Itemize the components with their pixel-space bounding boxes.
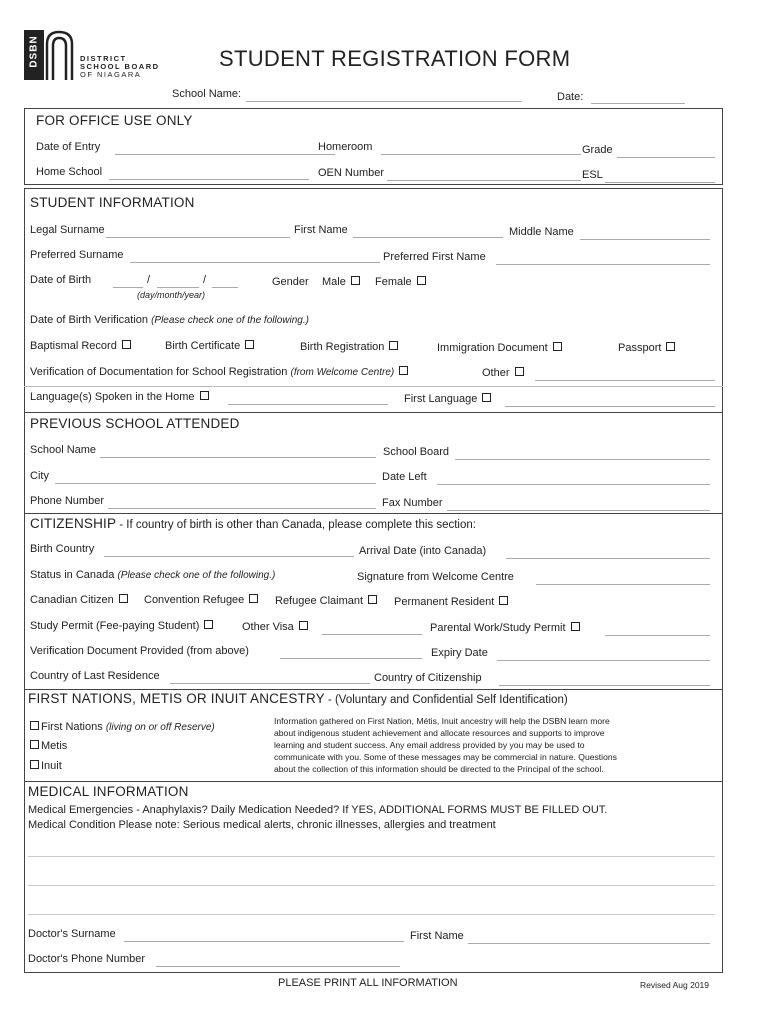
phone-number-field[interactable] <box>108 508 376 509</box>
signature-welcome-field[interactable] <box>536 584 710 585</box>
school-name-label: School Name: <box>172 88 242 100</box>
first-language-label: First Language <box>404 393 478 405</box>
gender-label: Gender <box>272 276 309 288</box>
first-name-label: First Name <box>294 224 348 236</box>
convention-refugee-label: Convention Refugee <box>144 594 245 606</box>
date-label: Date: <box>557 91 584 103</box>
doctor-surname-label: Doctor's Surname <box>28 928 116 940</box>
date-of-birth-label: Date of Birth <box>30 274 92 286</box>
first-language-option[interactable] <box>404 393 493 405</box>
dob-year-field[interactable] <box>212 287 238 288</box>
grade-label: Grade <box>582 144 613 156</box>
student-info-heading: STUDENT INFORMATION <box>30 195 195 210</box>
country-citizenship-label: Country of Citizenship <box>374 672 482 684</box>
birth-country-field[interactable] <box>104 556 354 557</box>
board-line-3: OF NIAGARA <box>80 70 142 79</box>
doctor-first-name-field[interactable] <box>468 943 710 944</box>
esl-label: ESL <box>582 169 603 181</box>
homeroom-field[interactable] <box>381 154 581 155</box>
phone-number-label: Phone Number <box>30 495 104 507</box>
study-permit-checkbox[interactable] <box>204 620 213 629</box>
dob-format-hint: (day/month/year) <box>137 290 206 300</box>
previous-school-heading: PREVIOUS SCHOOL ATTENDED <box>30 416 240 431</box>
other-visa-option[interactable] <box>242 621 310 633</box>
dob-month-field[interactable] <box>157 287 199 288</box>
oen-number-label: OEN Number <box>318 167 385 179</box>
preferred-first-name-label: Preferred First Name <box>383 251 486 263</box>
school-board-field[interactable] <box>455 459 710 460</box>
baptismal-record-label: Baptismal Record <box>30 340 117 352</box>
board-name <box>80 55 160 79</box>
dsbn-logo <box>24 30 74 82</box>
hr-citizenship <box>24 513 723 514</box>
doctor-first-name-label: First Name <box>410 930 464 942</box>
hr-fnmi <box>24 689 723 690</box>
fax-number-label: Fax Number <box>382 497 443 509</box>
refugee-claimant-checkbox[interactable] <box>368 595 377 604</box>
refugee-claimant-label: Refugee Claimant <box>275 595 364 607</box>
birth-country-label: Birth Country <box>30 543 95 555</box>
logo-arches-icon <box>45 30 75 80</box>
study-permit-option[interactable] <box>30 620 215 632</box>
first-language-field[interactable] <box>505 406 715 407</box>
office-use-heading: FOR OFFICE USE ONLY <box>36 113 193 128</box>
country-last-residence-field[interactable] <box>170 683 370 684</box>
permanent-resident-checkbox[interactable] <box>499 596 508 605</box>
first-nations-option[interactable]: First Nations (living on or off Reserve) <box>28 721 215 733</box>
country-citizenship-field[interactable] <box>499 685 710 686</box>
board-line-2: SCHOOL BOARD <box>80 62 160 71</box>
male-checkbox[interactable] <box>351 276 360 285</box>
preferred-surname-label: Preferred Surname <box>30 249 124 261</box>
languages-spoken-field[interactable] <box>228 404 388 405</box>
legal-surname-label: Legal Surname <box>30 224 105 236</box>
city-field[interactable] <box>55 483 376 484</box>
print-notice: PLEASE PRINT ALL INFORMATION <box>278 977 458 989</box>
home-school-label: Home School <box>36 166 103 178</box>
date-field[interactable] <box>591 103 685 104</box>
middle-name-field[interactable] <box>580 239 710 240</box>
convention-refugee-checkbox[interactable] <box>249 594 258 603</box>
languages-spoken-label: Language(s) Spoken in the Home <box>30 391 195 403</box>
parental-permit-checkbox[interactable] <box>571 622 580 631</box>
oen-number-field[interactable] <box>387 180 581 181</box>
grade-field[interactable] <box>617 157 715 158</box>
passport-label: Passport <box>618 342 662 354</box>
logo-text: DSBN <box>28 35 40 68</box>
dob-slash-2: / <box>203 274 207 286</box>
school-name-field[interactable] <box>246 101 522 102</box>
status-in-canada-label: Status in Canada (Please check one of the following.) <box>30 569 276 581</box>
female-option[interactable] <box>375 276 428 288</box>
prev-school-name-field[interactable] <box>100 457 376 458</box>
parental-permit-label: Parental Work/Study Permit <box>430 622 566 634</box>
canadian-citizen-option[interactable] <box>30 594 130 606</box>
revised-date: Revised Aug 2019 <box>640 980 709 990</box>
parental-permit-option[interactable] <box>430 622 582 634</box>
prev-school-name-label: School Name <box>30 444 97 456</box>
passport-option[interactable] <box>618 342 677 354</box>
other-visa-checkbox[interactable] <box>299 621 308 630</box>
male-option[interactable] <box>322 276 362 288</box>
fnmi-info-text: Information gathered on First Nation, Métis, Inuit ancestry will help the DSBN learn more about indigenous student achievement and allocate resources and supports to improve learning and student success. Any email address provided by you may be used to communicate with you. Some of these messages may be commercial in nature. Questions about the collection of this information should be directed to the Principal of the school. <box>274 716 617 774</box>
other-visa-field[interactable] <box>322 634 422 635</box>
country-last-residence-label: Country of Last Residence <box>30 670 160 682</box>
verification-provided-field[interactable] <box>280 658 422 659</box>
homeroom-label: Homeroom <box>318 141 373 153</box>
preferred-surname-field[interactable] <box>130 262 380 263</box>
form-title: STUDENT REGISTRATION FORM <box>219 46 571 71</box>
inuit-checkbox[interactable] <box>30 760 39 769</box>
immigration-document-label: Immigration Document <box>437 342 548 354</box>
hr-previous-school <box>24 412 723 413</box>
expiry-date-field[interactable] <box>497 660 710 661</box>
board-line-1: DISTRICT <box>80 54 127 63</box>
other-checkbox[interactable] <box>515 367 524 376</box>
refugee-claimant-option[interactable] <box>275 595 379 607</box>
fax-number-field[interactable] <box>447 510 710 511</box>
doctor-surname-field[interactable] <box>124 941 404 942</box>
languages-spoken-option[interactable] <box>30 391 211 403</box>
preferred-first-name-field[interactable] <box>496 264 710 265</box>
canadian-citizen-checkbox[interactable] <box>119 594 128 603</box>
male-label: Male <box>322 276 346 288</box>
medical-heading: MEDICAL INFORMATION <box>28 784 189 799</box>
passport-checkbox[interactable] <box>666 342 675 351</box>
metis-checkbox[interactable] <box>30 740 39 749</box>
study-permit-label: Study Permit (Fee-paying Student) <box>30 620 200 632</box>
other-field[interactable] <box>535 380 715 381</box>
first-name-field[interactable] <box>353 237 503 238</box>
baptismal-record-option[interactable] <box>30 340 133 352</box>
canadian-citizen-label: Canadian Citizen <box>30 594 114 606</box>
hr-medical <box>24 781 723 782</box>
dob-verification-label: Date of Birth Verification (Please check one of the following.) <box>30 314 309 326</box>
birth-registration-checkbox[interactable] <box>389 341 398 350</box>
citizenship-heading: CITIZENSHIP - If country of birth is other than Canada, please complete this section: <box>30 516 476 531</box>
languages-spoken-checkbox[interactable] <box>200 391 209 400</box>
date-left-field[interactable] <box>437 484 710 485</box>
doctor-phone-label: Doctor's Phone Number <box>28 953 146 965</box>
signature-welcome-label: Signature from Welcome Centre <box>357 571 514 583</box>
school-board-label: School Board <box>383 446 450 458</box>
date-of-entry-field[interactable] <box>115 154 335 155</box>
hr-languages <box>24 386 723 387</box>
metis-option[interactable]: Metis <box>28 740 67 752</box>
birth-certificate-label: Birth Certificate <box>165 340 241 352</box>
other-option[interactable] <box>482 367 526 379</box>
female-checkbox[interactable] <box>417 276 426 285</box>
office-use-box <box>24 108 723 185</box>
esl-field[interactable] <box>605 182 715 183</box>
arrival-date-label: Arrival Date (into Canada) <box>359 545 487 557</box>
parental-permit-field[interactable] <box>605 635 710 636</box>
medical-field-2[interactable] <box>28 885 715 886</box>
convention-refugee-option[interactable] <box>144 594 260 606</box>
birth-certificate-checkbox[interactable] <box>245 340 254 349</box>
dob-day-field[interactable] <box>113 287 143 288</box>
doctor-phone-field[interactable] <box>156 966 400 967</box>
arrival-date-field[interactable] <box>506 558 710 559</box>
birth-registration-label: Birth Registration <box>300 341 385 353</box>
other-label: Other <box>482 367 510 379</box>
first-nations-checkbox[interactable] <box>30 721 39 730</box>
medical-field-3[interactable] <box>28 914 715 915</box>
medical-line-1: Medical Emergencies - Anaphylaxis? Daily Medication Needed? If YES, ADDITIONAL FORMS MUST BE FILLED OUT. <box>28 804 608 816</box>
baptismal-record-checkbox[interactable] <box>122 340 131 349</box>
other-visa-label: Other Visa <box>242 621 294 633</box>
verification-doc-option[interactable]: Verification of Documentation for School Registration (from Welcome Centre) <box>30 366 410 378</box>
dob-slash-1: / <box>147 274 151 286</box>
expiry-date-label: Expiry Date <box>431 647 488 659</box>
permanent-resident-label: Permanent Resident <box>394 596 495 608</box>
birth-registration-option[interactable] <box>300 341 400 353</box>
city-label: City <box>30 470 49 482</box>
birth-certificate-option[interactable] <box>165 340 256 352</box>
immigration-document-option[interactable] <box>437 342 564 354</box>
inuit-option[interactable]: Inuit <box>28 760 62 772</box>
permanent-resident-option[interactable] <box>394 596 510 608</box>
immigration-document-checkbox[interactable] <box>553 342 562 351</box>
home-school-field[interactable] <box>109 179 309 180</box>
medical-line-2: Medical Condition Please note: Serious medical alerts, chronic illnesses, allergies and treatment <box>28 819 496 831</box>
medical-field-1[interactable] <box>28 856 715 857</box>
legal-surname-field[interactable] <box>106 237 290 238</box>
date-of-entry-label: Date of Entry <box>36 141 101 153</box>
verification-provided-label: Verification Document Provided (from above) <box>30 645 249 657</box>
middle-name-label: Middle Name <box>509 226 574 238</box>
female-label: Female <box>375 276 412 288</box>
fnmi-heading: FIRST NATIONS, METIS OR INUIT ANCESTRY - (Voluntary and Confidential Self Identification) <box>28 691 568 706</box>
verification-doc-checkbox[interactable] <box>399 366 408 375</box>
date-left-label: Date Left <box>382 471 427 483</box>
first-language-checkbox[interactable] <box>482 393 491 402</box>
